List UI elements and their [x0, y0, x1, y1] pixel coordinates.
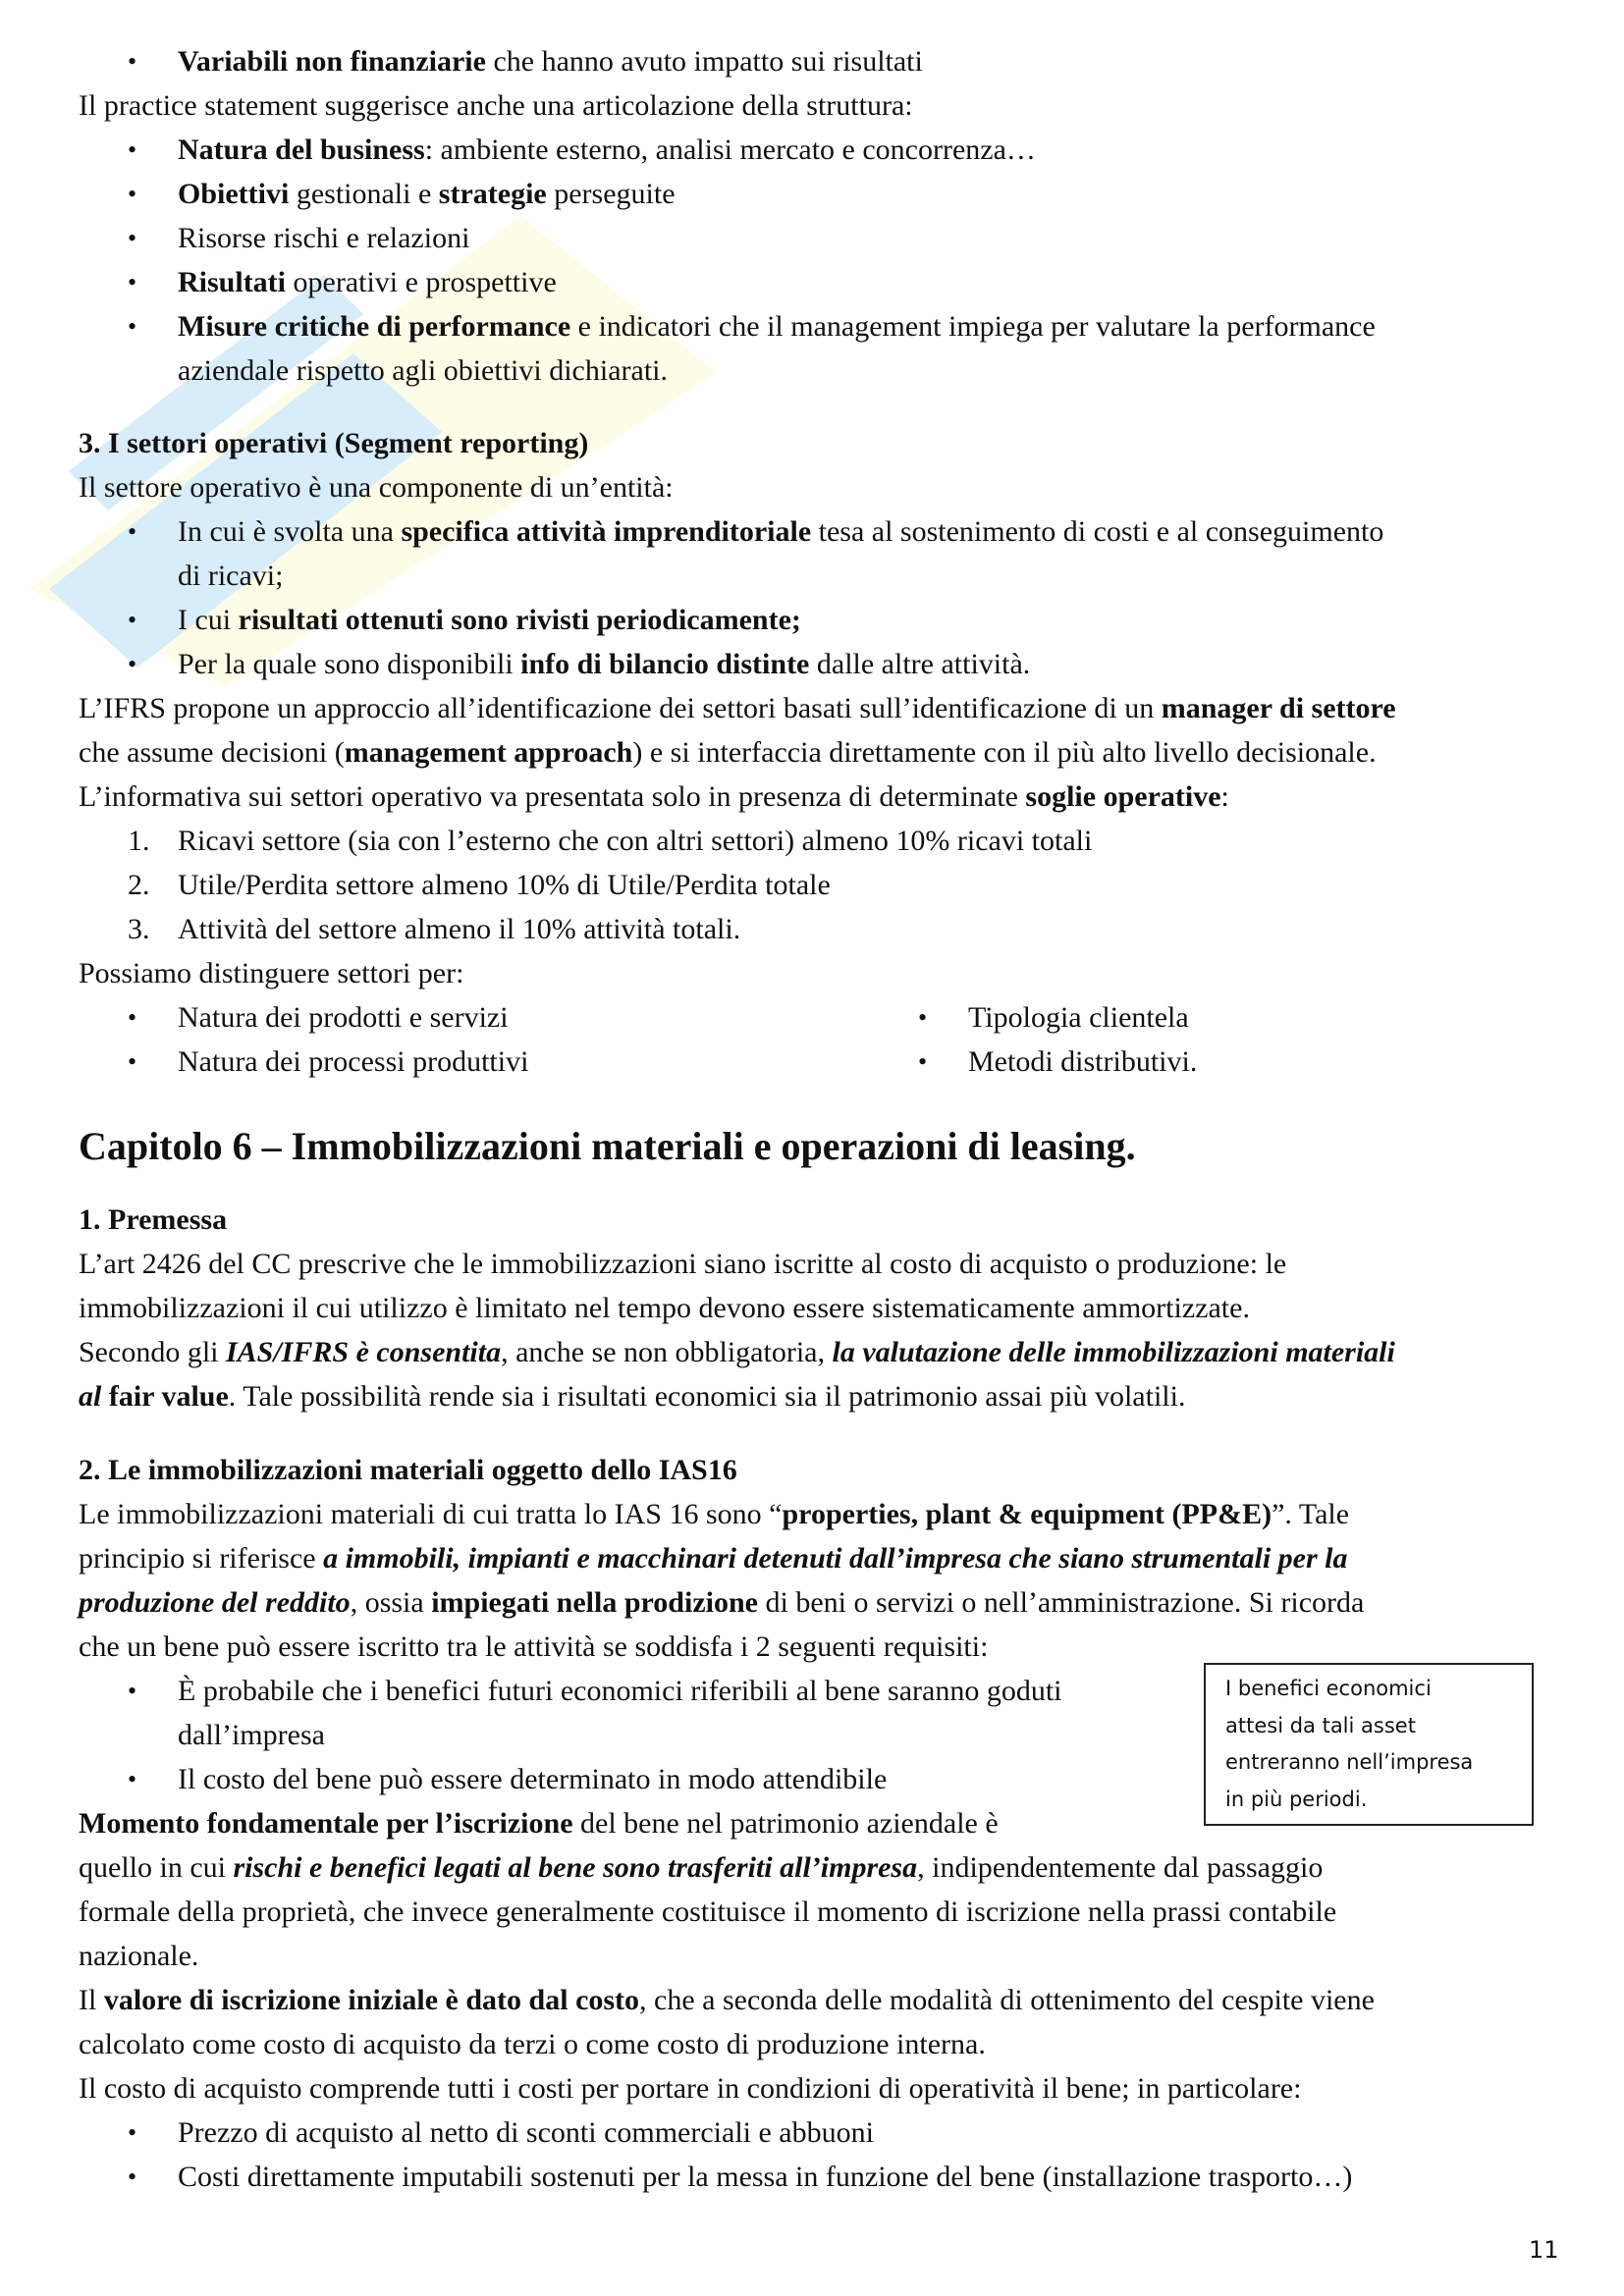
paragraph: produzione del reddito, ossia impiegati nella prodizione di beni o servizi o nell’amministrazione. Si ricorda [79, 1586, 1365, 1619]
list-item: • Variabili non finanziarie che hanno avuto impatto sui risultati [79, 39, 1561, 83]
list-item: • Metodi distributivi. [869, 1040, 1197, 1084]
list-item: • Misure critiche di performance e indicatori che il management impiega per valutare la performance [79, 304, 1561, 348]
list-item: • Obiettivi gestionali e strategie perseguite [79, 172, 1561, 216]
numbered-item: 3. Attività del settore almeno il 10% attività totali. [128, 913, 741, 945]
paragraph: Il practice statement suggerisce anche una articolazione della struttura: [79, 89, 913, 122]
document-page [79, 39, 1561, 2199]
list-item-continuation: aziendale rispetto agli obiettivi dichiarati. [178, 354, 668, 387]
list-item: • I cui risultati ottenuti sono rivisti periodicamente; [79, 598, 1561, 642]
paragraph: formale della proprietà, che invece generalmente costituisce il momento di iscrizione nella prassi contabile [79, 1896, 1337, 1928]
section-heading: 2. Le immobilizzazioni materiali oggetto dello IAS16 [79, 1454, 737, 1486]
list-item: • Natura dei processi produttivi [79, 1040, 869, 1084]
section-heading: 3. I settori operativi (Segment reporting) [79, 427, 589, 459]
paragraph: che un bene può essere iscritto tra le attività se soddisfa i 2 seguenti requisiti: [79, 1630, 989, 1663]
list-item: • È probabile che i benefici futuri economici riferibili al bene saranno goduti [79, 1669, 1561, 1713]
list-item: • Natura dei prodotti e servizi [79, 995, 869, 1040]
paragraph: L’informativa sui settori operativo va presentata solo in presenza di determinate soglie operative: [79, 780, 1229, 813]
paragraph: Secondo gli IAS/IFRS è consentita, anche se non obbligatoria, la valutazione delle immobilizzazioni materiali [79, 1336, 1395, 1368]
list-item: • In cui è svolta una specifica attività imprenditoriale tesa al sostenimento di costi e al conseguimento [79, 509, 1561, 554]
note-line: attesi da tali asset [1225, 1713, 1416, 1737]
paragraph: L’art 2426 del CC prescrive che le immobilizzazioni siano iscritte al costo di acquisto o produzione: le [79, 1248, 1287, 1280]
note-line: in più periodi. [1225, 1787, 1368, 1811]
note-line: I benefici economici [1225, 1677, 1432, 1700]
paragraph: Possiamo distinguere settori per: [79, 957, 464, 989]
list-item: • Risorse rischi e relazioni [79, 216, 1561, 260]
paragraph: L’IFRS propone un approccio all’identificazione dei settori basati sull’identificazione di un manager di settore [79, 692, 1396, 724]
paragraph: calcolato come costo di acquisto da terzi o come costo di produzione interna. [79, 2028, 986, 2060]
paragraph: Il settore operativo è una componente di un’entità: [79, 471, 674, 504]
paragraph: Le immobilizzazioni materiali di cui tratta lo IAS 16 sono “properties, plant & equipment (PP&E)”. Tale [79, 1498, 1350, 1530]
paragraph: quello in cui rischi e benefici legati al bene sono trasferiti all’impresa, indipendentemente dal passaggio [79, 1851, 1324, 1884]
paragraph: che assume decisioni (management approach) e si interfaccia direttamente con il più alto livello decisionale. [79, 736, 1377, 769]
section-heading: 1. Premessa [79, 1203, 228, 1236]
list-item: • Il costo del bene può essere determinato in modo attendibile [79, 1757, 1561, 1801]
list-item: • Natura del business: ambiente esterno, analisi mercato e concorrenza… [79, 128, 1561, 172]
numbered-item: 2. Utile/Perdita settore almeno 10% di Utile/Perdita totale [128, 869, 831, 901]
paragraph: principio si riferisce a immobili, impianti e macchinari detenuti dall’impresa che siano strumentali per la [79, 1542, 1348, 1575]
paragraph: Momento fondamentale per l’iscrizione del bene nel patrimonio aziendale è [79, 1807, 999, 1840]
page-number: 11 [1529, 2236, 1559, 2264]
paragraph: immobilizzazioni il cui utilizzo è limitato nel tempo devono essere sistematicamente ammortizzate. [79, 1292, 1250, 1324]
list-item: • Per la quale sono disponibili info di bilancio distinte dalle altre attività. [79, 642, 1561, 686]
list-item: • Risultati operativi e prospettive [79, 260, 1561, 304]
paragraph: Il valore di iscrizione iniziale è dato dal costo, che a seconda delle modalità di ottenimento del cespite viene [79, 1984, 1375, 2016]
list-item: • Costi direttamente imputabili sostenuti per la messa in funzione del bene (installazione trasporto…) [79, 2155, 1561, 2199]
paragraph: al fair value. Tale possibilità rende sia i risultati economici sia il patrimonio assai più volatili. [79, 1380, 1186, 1413]
list-item-continuation: di ricavi; [178, 560, 284, 592]
note-line: entreranno nell’impresa [1225, 1750, 1474, 1774]
paragraph: Il costo di acquisto comprende tutti i costi per portare in condizioni di operatività il bene; in particolare: [79, 2072, 1302, 2105]
sidebar-note-box [1204, 1663, 1534, 1826]
list-item: • Tipologia clientela [869, 995, 1197, 1040]
paragraph: nazionale. [79, 1940, 199, 1972]
list-item: • Prezzo di acquisto al netto di sconti commerciali e abbuoni [79, 2110, 1561, 2155]
chapter-title: Capitolo 6 – Immobilizzazioni materiali e operazioni di leasing. [79, 1124, 1136, 1168]
numbered-item: 1. Ricavi settore (sia con l’esterno che con altri settori) almeno 10% ricavi totali [128, 825, 1093, 857]
list-item-continuation: dall’impresa [178, 1719, 325, 1751]
